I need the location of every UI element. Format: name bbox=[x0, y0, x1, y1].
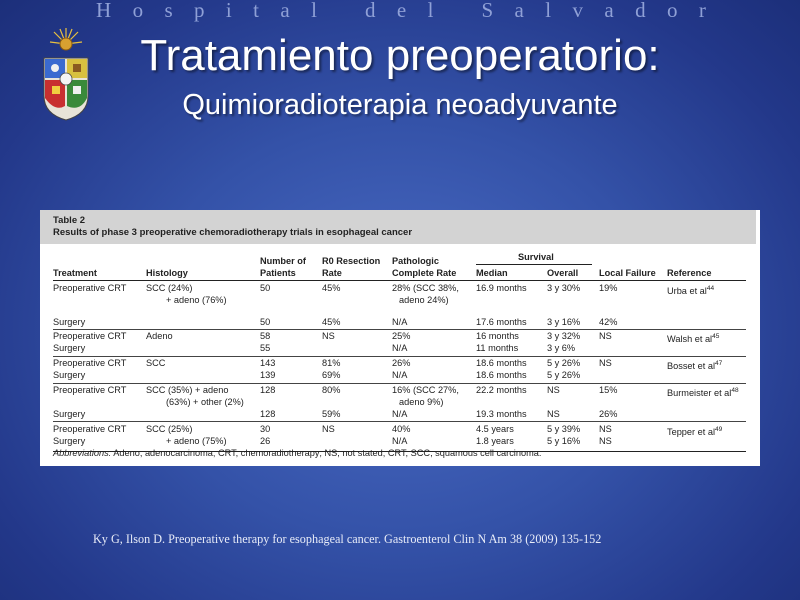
source-citation: Ky G, Ilson D. Preoperative therapy for esophageal cancer. Gastroenterol Clin N Am 38 (2009) 135-152 bbox=[93, 532, 602, 546]
cell-local-failure: 42% bbox=[599, 317, 618, 327]
banner-letter: i bbox=[225, 0, 232, 22]
cell-histology: (63%) + other (2%) bbox=[166, 396, 244, 407]
col-header-histology: Histology bbox=[146, 268, 188, 278]
table-caption-bar bbox=[40, 210, 756, 244]
cell-local-failure: 26% bbox=[599, 409, 618, 419]
cell-treatment: Surgery bbox=[53, 370, 86, 380]
col-header-treatment: Treatment bbox=[53, 268, 97, 278]
cell-overall-survival: NS bbox=[547, 409, 560, 419]
cell-r0-rate: 80% bbox=[322, 385, 341, 395]
table-rule bbox=[53, 280, 746, 281]
reference-number: 45 bbox=[712, 333, 720, 340]
cell-r0-rate: 81% bbox=[322, 358, 341, 368]
cell-overall-survival: 5 y 39% bbox=[547, 424, 581, 434]
banner-letter: v bbox=[572, 0, 583, 22]
cell-histology: SCC (24%) bbox=[146, 283, 193, 293]
cell-median-survival: 4.5 years bbox=[476, 424, 514, 434]
col-header-r0: Rate bbox=[322, 268, 342, 278]
cell-median-survival: 17.6 months bbox=[476, 317, 527, 327]
cell-histology: SCC (25%) bbox=[146, 424, 193, 434]
cell-treatment: Surgery bbox=[53, 317, 86, 327]
banner-letter: l bbox=[427, 0, 434, 22]
banner-letter: o bbox=[667, 0, 678, 22]
cell-overall-survival: 3 y 6% bbox=[547, 343, 576, 353]
cell-pcr-rate: N/A bbox=[392, 370, 408, 380]
cell-patients: 50 bbox=[260, 317, 271, 327]
cell-overall-survival: 5 y 16% bbox=[547, 436, 581, 446]
cell-median-survival: 18.6 months bbox=[476, 358, 527, 368]
cell-median-survival: 16 months bbox=[476, 331, 519, 341]
col-header-patients: Patients bbox=[260, 268, 296, 278]
cell-pcr-rate: N/A bbox=[392, 343, 408, 353]
cell-reference: Walsh et $al^{45}$ bbox=[667, 333, 720, 345]
cell-patients: 58 bbox=[260, 331, 271, 341]
banner-letter bbox=[338, 0, 343, 23]
cell-patients: 128 bbox=[260, 385, 276, 395]
results-table-figure bbox=[40, 210, 760, 466]
cell-patients: 128 bbox=[260, 409, 276, 419]
reference-number: 49 bbox=[715, 426, 723, 433]
cell-r0-rate: 45% bbox=[322, 317, 341, 327]
cell-patients: 30 bbox=[260, 424, 271, 434]
table-caption: Results of phase 3 preoperative chemoradiotherapy trials in esophageal cancer bbox=[53, 227, 413, 238]
banner-letter: a bbox=[280, 0, 290, 22]
cell-pcr-rate: 28% (SCC 38%, bbox=[392, 283, 459, 293]
cell-overall-survival: NS bbox=[547, 385, 560, 395]
cell-overall-survival: 3 y 32% bbox=[547, 331, 581, 341]
table-rule bbox=[53, 329, 746, 330]
cell-treatment: Preoperative CRT bbox=[53, 331, 127, 341]
col-header-median: Median bbox=[476, 268, 508, 278]
cell-r0-rate: 69% bbox=[322, 370, 341, 380]
banner-letter: H bbox=[96, 0, 112, 22]
cell-patients: 143 bbox=[260, 358, 276, 368]
slide-subtitle: Quimioradioterapia neoadyuvante bbox=[182, 89, 618, 121]
col-header-reference: Reference bbox=[667, 268, 712, 278]
banner-letter: p bbox=[194, 0, 205, 22]
banner-letter: a bbox=[604, 0, 614, 22]
cell-histology: + adeno (75%) bbox=[166, 436, 227, 446]
cell-reference: Burmeister et $al^{48}$ bbox=[667, 387, 739, 399]
cell-overall-survival: 5 y 26% bbox=[547, 370, 581, 380]
cell-patients: 139 bbox=[260, 370, 276, 380]
cell-reference: Urba et $al^{44}$ bbox=[667, 285, 715, 297]
col-header-overall: Overall bbox=[547, 268, 579, 278]
col-header-pcr: Complete Rate bbox=[392, 268, 457, 278]
cell-pcr-rate: N/A bbox=[392, 436, 408, 446]
cell-median-survival: 22.2 months bbox=[476, 385, 527, 395]
table-label: Table 2 bbox=[53, 215, 86, 226]
cell-patients: 26 bbox=[260, 436, 271, 446]
cell-histology: SCC (35%) + adeno bbox=[146, 385, 229, 395]
cell-reference: Bosset et $al^{47}$ bbox=[667, 360, 723, 372]
cell-local-failure: NS bbox=[599, 424, 612, 434]
cell-local-failure: NS bbox=[599, 331, 612, 341]
cell-pcr-rate: adeno 24%) bbox=[399, 294, 449, 305]
cell-median-survival: 11 months bbox=[476, 343, 519, 353]
table-rule bbox=[53, 383, 746, 384]
table-rule bbox=[476, 264, 592, 265]
reference-number: 48 bbox=[731, 387, 739, 394]
slide-title: Tratamiento preoperatorio: bbox=[140, 31, 660, 80]
banner-letter: d bbox=[364, 0, 376, 22]
cell-pcr-rate: 26% bbox=[392, 358, 411, 368]
col-header-r0: R0 Resection bbox=[322, 256, 381, 266]
cell-patients: 50 bbox=[260, 283, 271, 293]
reference-number: 47 bbox=[715, 360, 723, 367]
col-header-local-failure: Local Failure bbox=[599, 268, 656, 278]
cell-pcr-rate: 16% (SCC 27%, bbox=[392, 385, 459, 395]
cell-local-failure: 15% bbox=[599, 385, 618, 395]
hospital-name-banner bbox=[96, 0, 706, 23]
cell-reference: Tepper et $al^{49}$ bbox=[667, 426, 723, 438]
banner-letter: a bbox=[514, 0, 524, 22]
cell-median-survival: 19.3 months bbox=[476, 409, 527, 419]
cell-treatment: Surgery bbox=[53, 343, 86, 353]
cell-pcr-rate: 25% bbox=[392, 331, 411, 341]
cell-histology: SCC bbox=[146, 358, 166, 368]
banner-letter bbox=[455, 0, 460, 23]
cell-treatment: Surgery bbox=[53, 436, 86, 446]
cell-pcr-rate: 40% bbox=[392, 424, 411, 434]
cell-patients: 55 bbox=[260, 343, 271, 353]
cell-r0-rate: NS bbox=[322, 331, 335, 341]
cell-treatment: Preoperative CRT bbox=[53, 358, 127, 368]
cell-local-failure: NS bbox=[599, 358, 612, 368]
table-abbreviations bbox=[53, 448, 541, 458]
cell-median-survival: 1.8 years bbox=[476, 436, 514, 446]
banner-letter: o bbox=[132, 0, 144, 22]
cell-pcr-rate: N/A bbox=[392, 409, 408, 419]
banner-letter: t bbox=[253, 0, 259, 22]
banner-letter: l bbox=[311, 0, 317, 22]
cell-local-failure: NS bbox=[599, 436, 612, 446]
cell-r0-rate: 45% bbox=[322, 283, 341, 293]
abbreviations-text: Adeno, adenocarcinoma; CRT, chemoradiotherapy; NS, not stated; CRT, SCC, squamous cell carcinoma. bbox=[111, 448, 542, 458]
cell-median-survival: 16.9 months bbox=[476, 283, 527, 293]
table-rule bbox=[53, 421, 746, 422]
cell-median-survival: 18.6 months bbox=[476, 370, 527, 380]
banner-letter: d bbox=[635, 0, 646, 22]
col-header-pcr: Pathologic bbox=[392, 256, 439, 266]
cell-r0-rate: NS bbox=[322, 424, 335, 434]
survival-group-header: Survival bbox=[518, 252, 554, 262]
cell-local-failure: 19% bbox=[599, 283, 618, 293]
cell-histology: + adeno (76%) bbox=[166, 294, 227, 305]
banner-letter: r bbox=[698, 0, 706, 22]
reference-number: 44 bbox=[706, 285, 715, 292]
cell-pcr-rate: N/A bbox=[392, 317, 408, 327]
cell-treatment: Preoperative CRT bbox=[53, 283, 127, 293]
cell-overall-survival: 3 y 16% bbox=[547, 317, 581, 327]
col-header-patients: Number of bbox=[260, 256, 306, 266]
cell-pcr-rate: adeno 9%) bbox=[399, 396, 444, 407]
cell-treatment: Preoperative CRT bbox=[53, 424, 127, 434]
table-rule bbox=[53, 356, 746, 357]
banner-letter: s bbox=[164, 0, 173, 22]
banner-letter: l bbox=[545, 0, 552, 22]
cell-r0-rate: 59% bbox=[322, 409, 341, 419]
banner-letter: S bbox=[481, 0, 494, 22]
cell-overall-survival: 3 y 30% bbox=[547, 283, 581, 293]
cell-overall-survival: 5 y 26% bbox=[547, 358, 581, 368]
abbreviations-label: Abbreviations: bbox=[53, 448, 112, 458]
cell-treatment: Surgery bbox=[53, 409, 86, 419]
cell-histology: Adeno bbox=[146, 331, 173, 341]
cell-treatment: Preoperative CRT bbox=[53, 385, 127, 395]
banner-letter: e bbox=[396, 0, 407, 22]
